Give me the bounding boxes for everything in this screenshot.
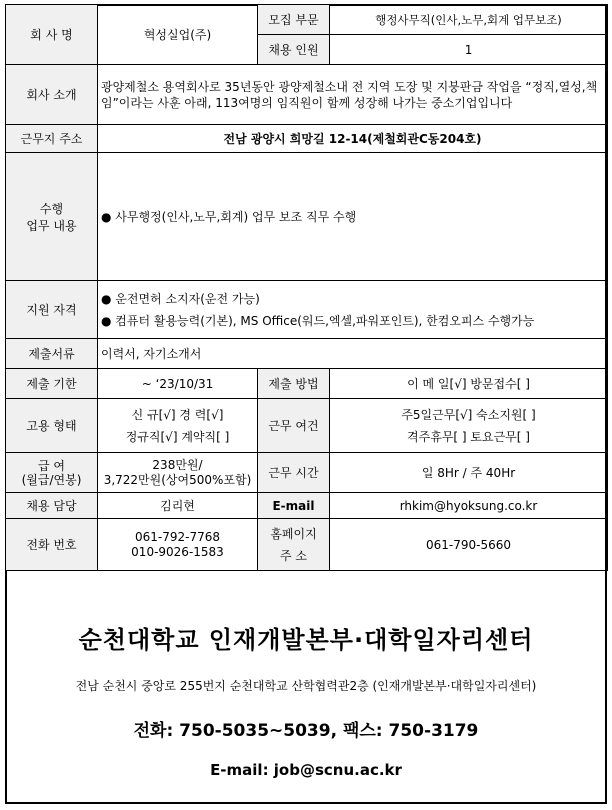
qualifications-value <box>98 281 608 339</box>
salary-label <box>6 453 98 493</box>
salary-line1: 238만원/ <box>152 457 203 472</box>
documents-value: 이력서, 자기소개서 <box>98 339 608 369</box>
duty-item: ● 사무행정(인사,노무,회계) 업무 보조 직무 수행 <box>101 209 357 224</box>
salary-line2: 3,722만원(상여500%포함) <box>103 472 252 487</box>
email-value[interactable]: rhkim@hyoksung.co.kr <box>330 493 608 519</box>
email-label: E-mail <box>258 493 330 519</box>
company-value: 혁성실업(주) <box>98 5 258 65</box>
manager-label: 채용 담당 <box>6 493 98 519</box>
recruit-dept-label: 모집 부문 <box>258 5 330 35</box>
deadline-value: ~ ‘23/10/31 <box>98 369 258 399</box>
duties-label-line2: 업무 내용 <box>26 218 77 233</box>
footer <box>7 582 605 802</box>
deadline-label: 제출 기한 <box>6 369 98 399</box>
employment-label: 고용 형태 <box>6 399 98 453</box>
method-value: 이 메 일[√] 방문접수[ ] <box>330 369 608 399</box>
headcount-label: 채용 인원 <box>258 35 330 65</box>
homepage-label <box>258 519 330 571</box>
hours-label: 근무 시간 <box>258 453 330 493</box>
qualification-item: ● 컴퓨터 활용능력(기본), MS Office(워드,엑셀,파워포인트), 한컴오피스 수행가능 <box>101 313 535 328</box>
employment-value <box>98 399 258 453</box>
qualifications-label: 지원 자격 <box>6 281 98 339</box>
employment-line1: 신 규[√] 경 력[√] <box>131 407 224 422</box>
conditions-line2: 격주휴무[ ] 토요근무[ ] <box>407 429 530 444</box>
conditions-label: 근무 여건 <box>258 399 330 453</box>
phone-line2: 010-9026-1583 <box>131 544 224 559</box>
duties-value <box>98 153 608 281</box>
org-tel: 전화: 750-5035~5039, 팩스: 750-3179 <box>133 721 479 741</box>
location-label: 근무지 주소 <box>6 125 98 153</box>
salary-label-line2: (월급/연봉) <box>21 472 82 487</box>
duties-label <box>6 153 98 281</box>
headcount-value: 1 <box>330 35 608 65</box>
hours-value: 일 8Hr / 주 40Hr <box>330 453 608 493</box>
method-label: 제출 방법 <box>258 369 330 399</box>
homepage-label-line1: 홈페이지 <box>270 526 317 541</box>
org-title: 순천대학교 인재개발본부·대학일자리센터 <box>78 626 534 654</box>
phone-line1: 061-792-7768 <box>134 529 220 544</box>
documents-label: 제출서류 <box>6 339 98 369</box>
intro-label: 회사 소개 <box>6 65 98 125</box>
conditions-value <box>330 399 608 453</box>
recruit-dept-value: 행정사무직(인사,노무,회계 업무보조) <box>330 5 608 35</box>
homepage-label-line2: 주 소 <box>280 548 307 563</box>
employment-line2: 정규직[√] 계약직[ ] <box>125 429 230 444</box>
company-label: 회 사 명 <box>6 5 98 65</box>
location-value: 전남 광양시 희망길 12-14(제철회관C동204호) <box>98 125 608 153</box>
homepage-value: 061-790-5660 <box>330 519 608 571</box>
phone-label: 전화 번호 <box>6 519 98 571</box>
conditions-line1: 주5일근무[√] 숙소지원[ ] <box>401 407 536 422</box>
org-email[interactable]: E-mail: job@scnu.ac.kr <box>210 761 402 779</box>
phone-value <box>98 519 258 571</box>
salary-value <box>98 453 258 493</box>
qualification-item: ● 운전면허 소지자(운전 가능) <box>101 291 260 306</box>
job-posting-table <box>5 4 608 571</box>
manager-value: 김리현 <box>98 493 258 519</box>
org-address: 전남 순천시 중앙로 255번지 순천대학교 산학협력관2층 (인재개발본부·대학일자리센터) <box>75 679 537 693</box>
duties-label-line1: 수행 <box>39 201 64 216</box>
intro-value: 광양제철소 용역회사로 35년동안 광양제철소내 전 지역 도장 및 지붕판금 작업을 “정직,열성,책임”이라는 사훈 아래, 113여명의 임직원이 함께 성장해 나가는 중소기업입니다 <box>98 65 608 125</box>
salary-label-line1: 급 여 <box>38 458 65 473</box>
